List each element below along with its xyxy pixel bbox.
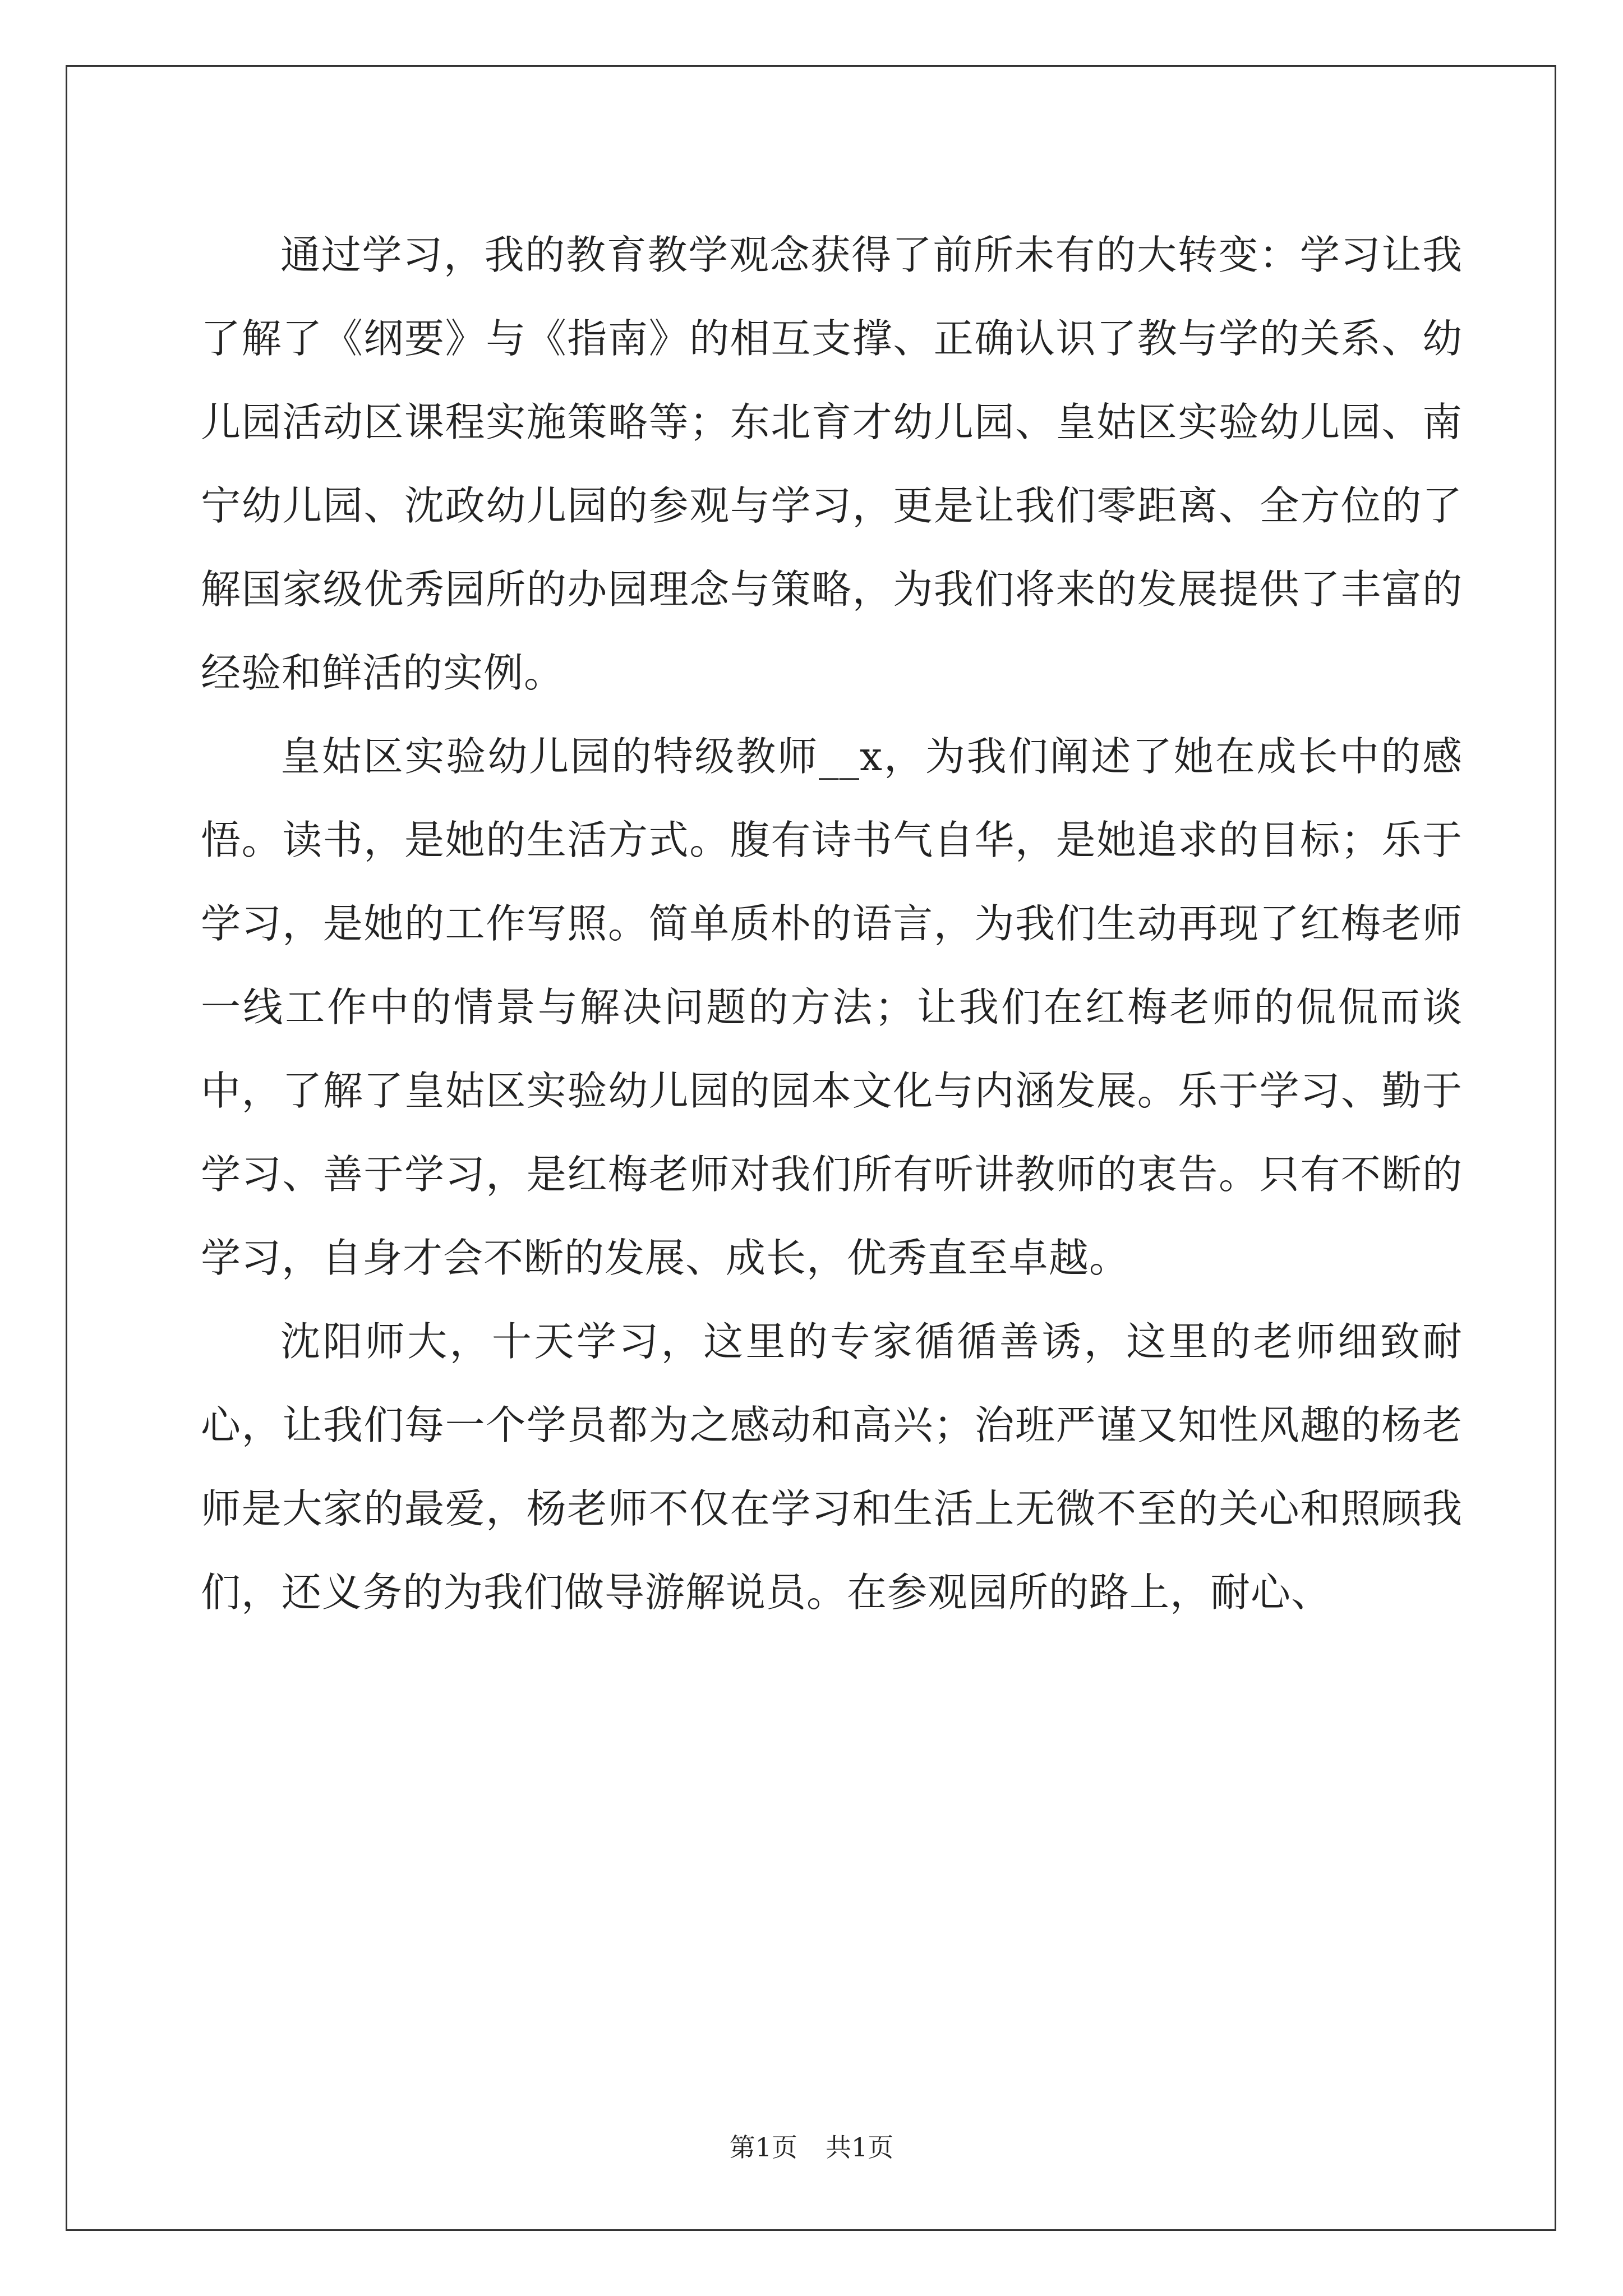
paragraph-3: 沈阳师大，十天学习，这里的专家循循善诱，这里的老师细致耐心，让我们每一个学员都为之感动和高兴；治班严谨又知性风趣的杨老师是大家的最爱，杨老师不仅在学习和生活上无微不至的关心和照顾我们，还义务的为我们做导游解说员。在参观园所的路上，耐心、 [201,1318,1463,1616]
paragraph-1: 通过学习，我的教育教学观念获得了前所未有的大转变：学习让我了解了《纲要》与《指南》的相互支撑、正确认识了教与学的关系、幼儿园活动区课程实施策略等；东北育才幼儿园、皇姑区实验幼儿园、南宁幼儿园、沈政幼儿园的参观与学习，更是让我们零距离、全方位的了解国家级优秀园所的办园理念与策略，为我们将来的发展提供了丰富的经验和鲜活的实例。 [201,232,1463,696]
page-footer [0,2131,1623,2164]
page-number-current: 第1页 [729,2132,797,2162]
paragraph-2: 皇姑区实验幼儿园的特级教师__x，为我们阐述了她在成长中的感悟。读书，是她的生活方式。腹有诗书气自华，是她追求的目标；乐于学习，是她的工作写照。简单质朴的语言，为我们生动再现了红梅老师一线工作中的情景与解决问题的方法；让我们在红梅老师的侃侃而谈中，了解了皇姑区实验幼儿园的园本文化与内涵发展。乐于学习、勤于学习、善于学习，是红梅老师对我们所有听讲教师的衷告。只有不断的学习，自身才会不断的发展、成长，优秀直至卓越。 [201,733,1463,1281]
document-body [201,213,1463,1634]
page-number-total: 共1页 [826,2132,894,2162]
